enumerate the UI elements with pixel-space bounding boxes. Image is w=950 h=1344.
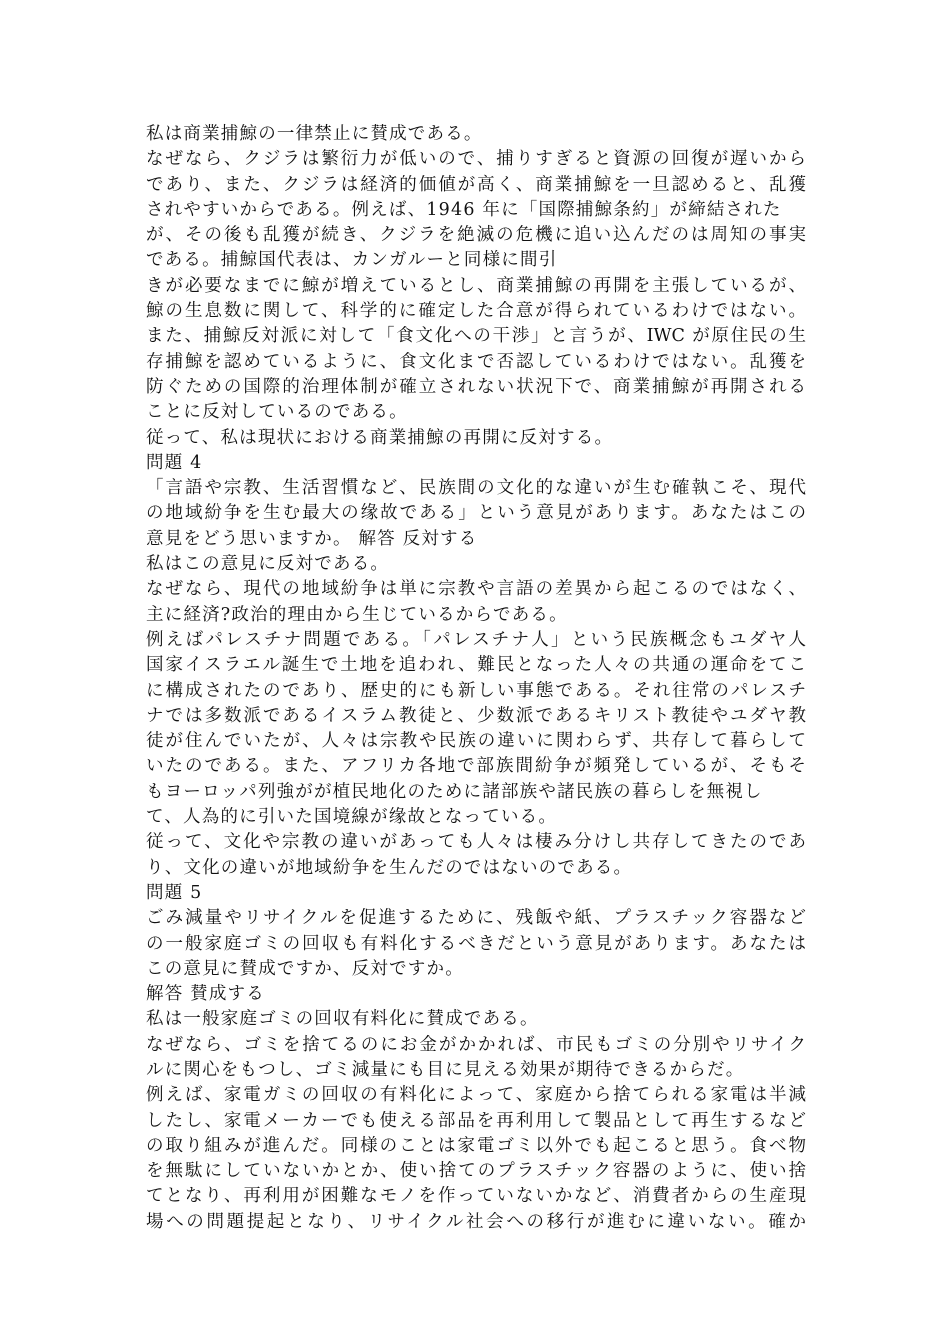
text-line: また、捕鯨反対派に対して「食文化への干渉」と言うが、IWC が原住民の生 <box>146 326 806 347</box>
text-line: 存捕鯨を認めているように、食文化まで否認しているわけではない。乱獲を <box>146 351 806 372</box>
text-line: 問題 5 <box>146 882 203 903</box>
text-line: 従って、私は現状における商業捕鯨の再開に反対する。 <box>146 427 614 448</box>
text-line: の地域紛争を生む最大の缘故である」という意見があります。あなたはこの <box>146 503 806 524</box>
text-line: もヨーロッパ列強がが植民地化のために諸部族や諸民族の暮らしを無視し <box>146 781 763 802</box>
text-line: ごみ減量やリサイクルを促進するために、残飯や紙、プラスチック容器など <box>146 908 806 929</box>
text-line: てとなり、再利用が困難なモノを作っていないかなど、消費者からの生産現 <box>146 1186 806 1207</box>
text-line: 防ぐための国際的治理体制が確立されない状況下で、商業捕鯨が再開される <box>146 376 806 397</box>
text-line: ことに反対しているのである。 <box>146 402 408 423</box>
text-line: 問題 4 <box>146 452 203 473</box>
text-line: ルに関心をもつし、ゴミ減量にも目に見える効果が期待できるからだ。 <box>146 1059 745 1080</box>
text-line: いたのである。また、アフリカ各地で部族間紛争が頻発しているが、そもそ <box>146 756 806 777</box>
text-line: ナでは多数派であるイスラム教徒と、少数派であるキリスト教徒やユダヤ教 <box>146 705 806 726</box>
text-line: 「言語や宗教、生活習慣など、民族間の文化的な違いが生む確執こそ、現代 <box>146 478 806 499</box>
text-line: り、文化の違いが地域紛争を生んだのではないのである。 <box>146 857 633 878</box>
text-line: 例えば、家電ガミの回収の有料化によって、家庭から捨てられる家電は半減 <box>146 1085 806 1106</box>
text-line: なぜなら、現代の地域紛争は単に宗教や言語の差異から起こるのではなく、 <box>146 579 806 600</box>
text-line: 私は商業捕鯨の一律禁止に賛成である。 <box>146 124 483 144</box>
text-line: なぜなら、ゴミを捨てるのにお金がかかれば、市民もゴミの分別やリサイク <box>146 1034 806 1055</box>
text-line: 私はこの意見に反対である。 <box>146 554 390 575</box>
text-line: されやすいからである。例えば、1946 年に「国際捕鯨条約」が締結された <box>146 199 782 220</box>
text-line: の取り組みが進んだ。同様のことは家電ゴミ以外でも起こると思う。食べ物 <box>146 1135 806 1156</box>
text-line: なぜなら、クジラは繁衍力が低いので、捕りすぎると資源の回復が遅いから <box>146 149 806 170</box>
text-line: 従って、文化や宗教の違いがあっても人々は棲み分けし共存してきたのであ <box>146 832 806 853</box>
text-line: である。捕鯨国代表は、カンガルーと同様に間引 <box>146 250 558 271</box>
text-line: 意見をどう思いますか。 解答 反対する <box>146 528 478 549</box>
text-line: したし、家電メーカーでも使える部品を再利用して製品として再生するなど <box>146 1110 806 1131</box>
text-line: 解答 賛成する <box>146 984 265 1005</box>
text-line: が、その後も乱獲が続き、クジラを絶滅の危機に追い込んだのは周知の事実 <box>146 225 806 246</box>
text-line: を無駄にしていないかとか、使い捨てのプラスチック容器のように、使い捨 <box>146 1161 806 1182</box>
text-line: の一般家庭ゴミの回収も有料化するべきだという意見があります。あなたは <box>146 933 806 954</box>
text-line: て、人為的に引いた国境線が缘故となっている。 <box>146 807 558 828</box>
text-line: 主に経済?政治的理由から生じているからである。 <box>146 604 568 625</box>
text-line: に構成されたのであり、歴史的にも新しい事態である。それ往常のパレスチ <box>146 680 806 701</box>
text-line: 例えばパレスチナ問題である。「パレスチナ人」という民族概念もユダヤ人 <box>146 629 806 650</box>
text-line: であり、また、クジラは経済的価値が高く、商業捕鯨を一旦認めると、乱獲 <box>146 174 806 195</box>
text-line: 場への問題提起となり、リサイクル社会への移行が進むに違いない。確か <box>146 1211 806 1232</box>
text-line: 鯨の生息数に関して、科学的に確定した合意が得られているわけではない。 <box>146 301 806 322</box>
text-line: 国家イスラエル誕生で土地を追われ、難民となった人々の共通の運命をてこ <box>146 655 806 676</box>
text-line: きが必要なまでに鯨が増えているとし、商業捕鯨の再開を主張しているが、 <box>146 275 806 296</box>
document-page <box>146 122 806 1235</box>
text-line: 徒が住んでいたが、人々は宗教や民族の違いに関わらず、共存して暮らして <box>146 731 806 752</box>
text-line: 私は一般家庭ゴミの回収有料化に賛成である。 <box>146 1009 539 1030</box>
text-line: この意見に賛成ですか、反対ですか。 <box>146 958 464 979</box>
